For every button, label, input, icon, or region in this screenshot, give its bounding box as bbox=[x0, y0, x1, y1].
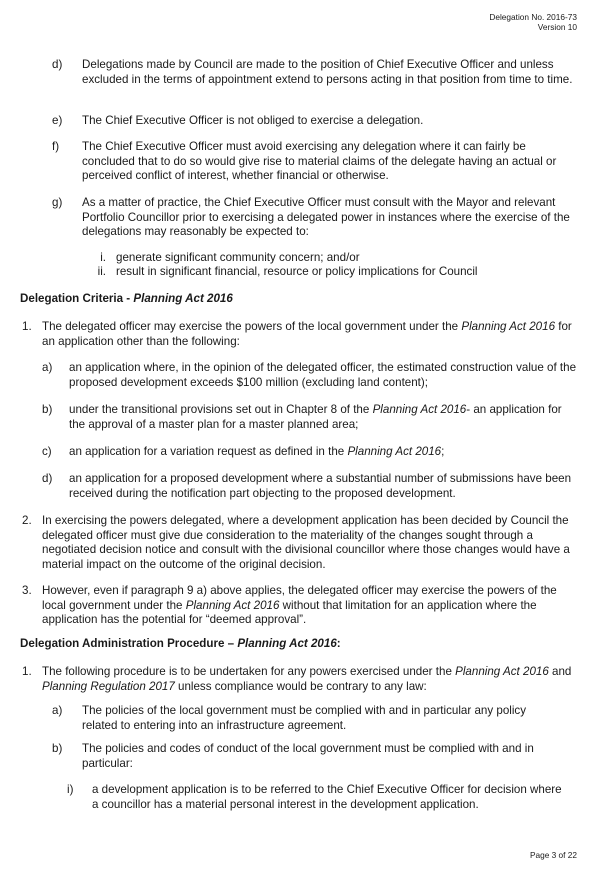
list-item-text: As a matter of practice, the Chief Executive Officer must consult with the Mayor and relevant Portfolio Councillor prior to exercising a delegated power in instances where the exercise of the delegations may reasonably be expected to: bbox=[82, 196, 570, 239]
criteria-item-text: The delegated officer may exercise the powers of the local government under the Planning Act 2016 for an application other than the following: bbox=[42, 320, 572, 348]
criteria-item-text: However, even if paragraph 9 a) above applies, the delegated officer may exercise the powers of the local government under the Planning Act 2016 without that limitation for an application where the application has the potential for “deemed approval”. bbox=[42, 584, 557, 627]
list-label: 3. bbox=[22, 584, 32, 597]
list-item-text: The policies of the local government must be complied with and in particular any policy related to entering into an infrastructure agreement. bbox=[82, 704, 527, 732]
list-label: a) bbox=[42, 361, 53, 374]
list-label: 1. bbox=[22, 665, 32, 678]
list-item-text: The Chief Executive Officer is not obliged to exercise a delegation. bbox=[82, 114, 424, 127]
list-item-text: under the transitional provisions set out in Chapter 8 of the Planning Act 2016- an application for the approval of a master plan for a master planned area; bbox=[69, 403, 562, 431]
list-label: a) bbox=[52, 704, 63, 717]
list-label: 1. bbox=[22, 320, 32, 333]
admin-item-text: The following procedure is to be undertaken for any powers exercised under the Planning Act 2016 and Planning Regulation 2017 unless compliance would be contrary to any law: bbox=[42, 665, 572, 693]
list-label: b) bbox=[42, 403, 53, 416]
list-label: b) bbox=[52, 742, 63, 755]
list-item-text: Delegations made by Council are made to the position of Chief Executive Officer and unless excluded in the terms of appointment extend to persons acting in that position from time to time. bbox=[82, 58, 573, 86]
list-item-text: The policies and codes of conduct of the local government must be complied with and in particular: bbox=[82, 742, 534, 770]
sublist-item-text: a development application is to be referred to the Chief Executive Officer for decision where a councillor has a material personal interest in the development application. bbox=[92, 783, 562, 811]
list-label: f) bbox=[52, 140, 60, 153]
sublist-label: ii. bbox=[97, 265, 106, 278]
list-item-text: The Chief Executive Officer must avoid exercising any delegation where it can fairly be concluded that to do so would give rise to material claims of the delegate having an actual or perceived conflict of interest, whether financial or otherwise. bbox=[82, 140, 557, 183]
sublist-label: i) bbox=[67, 783, 74, 796]
list-label: d) bbox=[52, 58, 63, 71]
list-item-text: an application for a proposed development where a substantial number of submissions have been received during the notification part objecting to the proposed development. bbox=[69, 472, 572, 500]
list-item-text: an application where, in the opinion of the delegated officer, the estimated construction value of the proposed development exceeds $100 million (excluding land content); bbox=[69, 361, 577, 389]
list-label: d) bbox=[42, 472, 53, 485]
list-label: e) bbox=[52, 114, 63, 127]
document-header bbox=[489, 12, 577, 32]
criteria-item-text: In exercising the powers delegated, where a development application has been decided by Council the delegated officer must give due consideration to the materiality of the changes sought through a negotiated decision notice and consult with the divisional councillor where those changes would have a material impact on the outcome of the original decision. bbox=[42, 514, 570, 571]
list-label: 2. bbox=[22, 514, 32, 527]
sublist-label: i. bbox=[100, 251, 106, 264]
list-label: c) bbox=[42, 445, 52, 458]
page-number: Page 3 of 22 bbox=[529, 850, 577, 860]
version-label: Version 10 bbox=[537, 22, 577, 32]
sublist-item-text: generate significant community concern; and/or bbox=[116, 251, 360, 264]
section-heading-admin: Delegation Administration Procedure – Planning Act 2016: bbox=[20, 637, 341, 650]
delegation-number: Delegation No. 2016-73 bbox=[489, 12, 577, 22]
list-label: g) bbox=[52, 196, 63, 209]
list-item-text: an application for a variation request as defined in the Planning Act 2016; bbox=[69, 445, 445, 458]
section-heading-criteria: Delegation Criteria - Planning Act 2016 bbox=[20, 292, 233, 305]
sublist-item-text: result in significant financial, resource or policy implications for Council bbox=[116, 265, 478, 278]
